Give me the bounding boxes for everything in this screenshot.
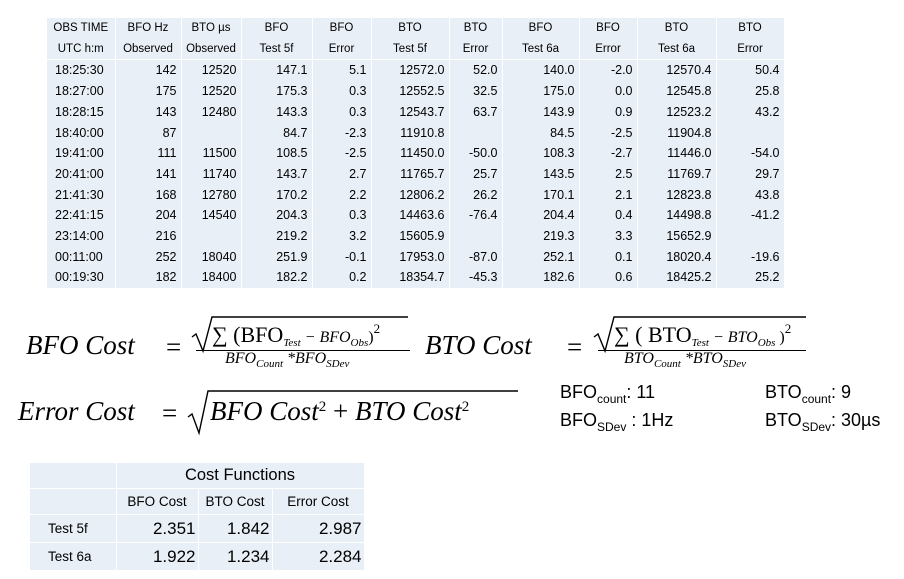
- value-cell: -2.5: [312, 143, 371, 164]
- col-header-11: BTO: [716, 18, 784, 39]
- value-cell: 251.9: [241, 247, 312, 268]
- value-cell: 0.2: [312, 267, 371, 288]
- value-cell: 108.5: [241, 143, 312, 164]
- value-cell: 14498.8: [637, 205, 716, 226]
- value-cell: 143.5: [502, 164, 579, 185]
- bfo-cost-denominator: $BFO_{Count}$ $*BFO_{SDev}$: [225, 350, 350, 370]
- value-cell: 204.4: [502, 205, 579, 226]
- value-cell: 219.3: [502, 226, 579, 247]
- col-subheader-8: Test 6a: [502, 39, 579, 60]
- value-cell: 12572.0: [371, 60, 449, 81]
- value-cell: 84.7: [241, 123, 312, 144]
- value-cell: 25.8: [716, 81, 784, 102]
- value-cell: 87: [115, 123, 181, 144]
- bto-cost-equals: =: [567, 332, 583, 362]
- time-cell: 18:25:30: [47, 60, 115, 81]
- value-cell: -2.3: [312, 123, 371, 144]
- time-cell: 18:28:15: [47, 102, 115, 123]
- value-cell: 12823.8: [637, 185, 716, 206]
- value-cell: -54.0: [716, 143, 784, 164]
- bfo-count-text: $BFO_{count}$: 11: [560, 382, 656, 406]
- value-cell: 0.3: [312, 205, 371, 226]
- value-cell: 2.7: [312, 164, 371, 185]
- value-cell: 252.1: [502, 247, 579, 268]
- time-cell: 18:40:00: [47, 123, 115, 144]
- value-cell: 175.3: [241, 81, 312, 102]
- col-header-2: BFO Hz: [115, 18, 181, 39]
- value-cell: 0.4: [579, 205, 637, 226]
- value-cell: 29.7: [716, 164, 784, 185]
- col-header-6: BTO: [371, 18, 449, 39]
- value-cell: -2.5: [579, 123, 637, 144]
- time-cell: 18:27:00: [47, 81, 115, 102]
- value-cell: 5.1: [312, 60, 371, 81]
- col-subheader-10: Test 6a: [637, 39, 716, 60]
- bto-cost-label: BTO Cost: [425, 330, 532, 360]
- value-cell: -45.3: [449, 267, 502, 288]
- value-cell: 147.1: [241, 60, 312, 81]
- time-cell: 00:11:00: [47, 247, 115, 268]
- value-cell: 12480: [181, 102, 241, 123]
- cost-value: 1.842: [198, 515, 272, 543]
- value-cell: 170.2: [241, 185, 312, 206]
- table-row: [47, 247, 784, 268]
- time-cell: 22:41:15: [47, 205, 115, 226]
- value-cell: 219.2: [241, 226, 312, 247]
- time-cell: 00:19:30: [47, 267, 115, 288]
- observation-table: [47, 18, 785, 288]
- value-cell: 2.1: [579, 185, 637, 206]
- bfo-cost-numerator: ∑ $(BFO_{Test} - BFO_{Obs})^2$: [212, 321, 381, 349]
- time-cell: 21:41:30: [47, 185, 115, 206]
- value-cell: 175.0: [502, 81, 579, 102]
- value-cell: 15605.9: [371, 226, 449, 247]
- cost-row-test-5f: [30, 515, 364, 543]
- time-cell: 20:41:00: [47, 164, 115, 185]
- value-cell: 11446.0: [637, 143, 716, 164]
- value-cell: 2.5: [579, 164, 637, 185]
- time-cell: 19:41:00: [47, 143, 115, 164]
- cost-value: 2.284: [272, 543, 364, 571]
- cost-value: 1.922: [116, 543, 198, 571]
- value-cell: 143.3: [241, 102, 312, 123]
- col-subheader-1: UTC h:m: [47, 39, 115, 60]
- value-cell: 50.4: [716, 60, 784, 81]
- value-cell: 11740: [181, 164, 241, 185]
- value-cell: 0.9: [579, 102, 637, 123]
- bfo-cost-equals: =: [166, 332, 182, 362]
- value-cell: [449, 123, 502, 144]
- value-cell: 0.3: [312, 81, 371, 102]
- value-cell: 182.6: [502, 267, 579, 288]
- col-subheader-9: Error: [579, 39, 637, 60]
- value-cell: 12520: [181, 81, 241, 102]
- value-cell: 143.9: [502, 102, 579, 123]
- value-cell: 252: [115, 247, 181, 268]
- value-cell: 43.8: [716, 185, 784, 206]
- col-header-10: BTO: [637, 18, 716, 39]
- cost-table-corner: [30, 463, 116, 489]
- col-header-4: BFO: [241, 18, 312, 39]
- col-subheader-11: Error: [716, 39, 784, 60]
- value-cell: 12570.4: [637, 60, 716, 81]
- table-row: [47, 123, 784, 144]
- cost-row-test-6a: [30, 543, 364, 571]
- value-cell: 12543.7: [371, 102, 449, 123]
- value-cell: 11450.0: [371, 143, 449, 164]
- value-cell: 108.3: [502, 143, 579, 164]
- table-row: [47, 267, 784, 288]
- col-header-5: BFO: [312, 18, 371, 39]
- value-cell: 182.2: [241, 267, 312, 288]
- value-cell: 168: [115, 185, 181, 206]
- table-row: [47, 81, 784, 102]
- value-cell: 63.7: [449, 102, 502, 123]
- table-row: [47, 164, 784, 185]
- value-cell: 11904.8: [637, 123, 716, 144]
- value-cell: 141: [115, 164, 181, 185]
- value-cell: 0.6: [579, 267, 637, 288]
- value-cell: 32.5: [449, 81, 502, 102]
- value-cell: 0.3: [312, 102, 371, 123]
- cost-functions-table: [30, 463, 365, 571]
- cost-col-error: Error Cost: [272, 489, 364, 515]
- cost-row-label: Test 5f: [30, 515, 116, 543]
- value-cell: [716, 226, 784, 247]
- col-subheader-2: Observed: [115, 39, 181, 60]
- col-header-8: BFO: [502, 18, 579, 39]
- value-cell: 12545.8: [637, 81, 716, 102]
- value-cell: 14463.6: [371, 205, 449, 226]
- header-row-1: [47, 18, 784, 39]
- value-cell: 2.2: [312, 185, 371, 206]
- bto-cost-numerator: ∑ ( $BTO_{Test} - BTO_{Obs}$ )$^2$: [614, 321, 792, 349]
- error-cost-label: Error Cost: [18, 396, 135, 426]
- value-cell: 140.0: [502, 60, 579, 81]
- value-cell: 14540: [181, 205, 241, 226]
- value-cell: 18354.7: [371, 267, 449, 288]
- value-cell: 204.3: [241, 205, 312, 226]
- value-cell: 52.0: [449, 60, 502, 81]
- value-cell: 111: [115, 143, 181, 164]
- value-cell: [716, 123, 784, 144]
- cost-value: 2.987: [272, 515, 364, 543]
- value-cell: 12523.2: [637, 102, 716, 123]
- value-cell: -19.6: [716, 247, 784, 268]
- value-cell: -87.0: [449, 247, 502, 268]
- bto-sdev-text: $BTO_{SDev}$: 30µs: [765, 410, 881, 434]
- value-cell: 182: [115, 267, 181, 288]
- value-cell: 18040: [181, 247, 241, 268]
- table-row: [47, 102, 784, 123]
- value-cell: 204: [115, 205, 181, 226]
- bto-cost-denominator: $BTO_{Count}$ $*BTO_{SDev}$: [624, 350, 746, 370]
- value-cell: 11910.8: [371, 123, 449, 144]
- table-row: [47, 60, 784, 81]
- col-header-1: OBS TIME: [47, 18, 115, 39]
- value-cell: 12806.2: [371, 185, 449, 206]
- value-cell: 25.2: [716, 267, 784, 288]
- value-cell: 0.0: [579, 81, 637, 102]
- col-subheader-4: Test 5f: [241, 39, 312, 60]
- cost-value: 1.234: [198, 543, 272, 571]
- header-row-2: [47, 39, 784, 60]
- value-cell: 12520: [181, 60, 241, 81]
- cost-row-label: Test 6a: [30, 543, 116, 571]
- value-cell: 84.5: [502, 123, 579, 144]
- value-cell: [181, 226, 241, 247]
- col-header-7: BTO: [449, 18, 502, 39]
- col-subheader-3: Observed: [181, 39, 241, 60]
- cost-table-corner-2: [30, 489, 116, 515]
- value-cell: 15652.9: [637, 226, 716, 247]
- observation-table-body: [47, 60, 784, 288]
- col-header-9: BFO: [579, 18, 637, 39]
- cost-value: 2.351: [116, 515, 198, 543]
- bto-count-text: $BTO_{count}$: 9: [765, 382, 852, 406]
- value-cell: -0.1: [312, 247, 371, 268]
- col-subheader-6: Test 5f: [371, 39, 449, 60]
- table-row: [47, 185, 784, 206]
- value-cell: -50.0: [449, 143, 502, 164]
- value-cell: 0.1: [579, 247, 637, 268]
- error-cost-equals: =: [162, 398, 178, 428]
- value-cell: -2.7: [579, 143, 637, 164]
- value-cell: -41.2: [716, 205, 784, 226]
- value-cell: 43.2: [716, 102, 784, 123]
- value-cell: 25.7: [449, 164, 502, 185]
- time-cell: 23:14:00: [47, 226, 115, 247]
- value-cell: 17953.0: [371, 247, 449, 268]
- value-cell: 18020.4: [637, 247, 716, 268]
- value-cell: 3.3: [579, 226, 637, 247]
- table-row: [47, 143, 784, 164]
- col-subheader-7: Error: [449, 39, 502, 60]
- value-cell: 18400: [181, 267, 241, 288]
- value-cell: 26.2: [449, 185, 502, 206]
- value-cell: 12780: [181, 185, 241, 206]
- value-cell: 3.2: [312, 226, 371, 247]
- col-subheader-5: Error: [312, 39, 371, 60]
- value-cell: 216: [115, 226, 181, 247]
- value-cell: 170.1: [502, 185, 579, 206]
- value-cell: -76.4: [449, 205, 502, 226]
- bfo-cost-label: BFO Cost: [26, 330, 135, 360]
- cost-col-bto: BTO Cost: [198, 489, 272, 515]
- value-cell: 11500: [181, 143, 241, 164]
- value-cell: 12552.5: [371, 81, 449, 102]
- value-cell: [449, 226, 502, 247]
- value-cell: 143.7: [241, 164, 312, 185]
- value-cell: 11769.7: [637, 164, 716, 185]
- table-row: [47, 226, 784, 247]
- value-cell: 143: [115, 102, 181, 123]
- cost-col-bfo: BFO Cost: [116, 489, 198, 515]
- value-cell: 175: [115, 81, 181, 102]
- table-row: [47, 205, 784, 226]
- bfo-sdev-text: $BFO_{SDev}$ : 1Hz: [560, 410, 674, 434]
- value-cell: [181, 123, 241, 144]
- col-header-3: BTO µs: [181, 18, 241, 39]
- cost-table-title: Cost Functions: [116, 463, 364, 489]
- error-cost-radicand: BFO Cost$^2$ + BTO Cost$^2$: [210, 396, 470, 426]
- value-cell: 142: [115, 60, 181, 81]
- value-cell: 18425.2: [637, 267, 716, 288]
- value-cell: -2.0: [579, 60, 637, 81]
- value-cell: 11765.7: [371, 164, 449, 185]
